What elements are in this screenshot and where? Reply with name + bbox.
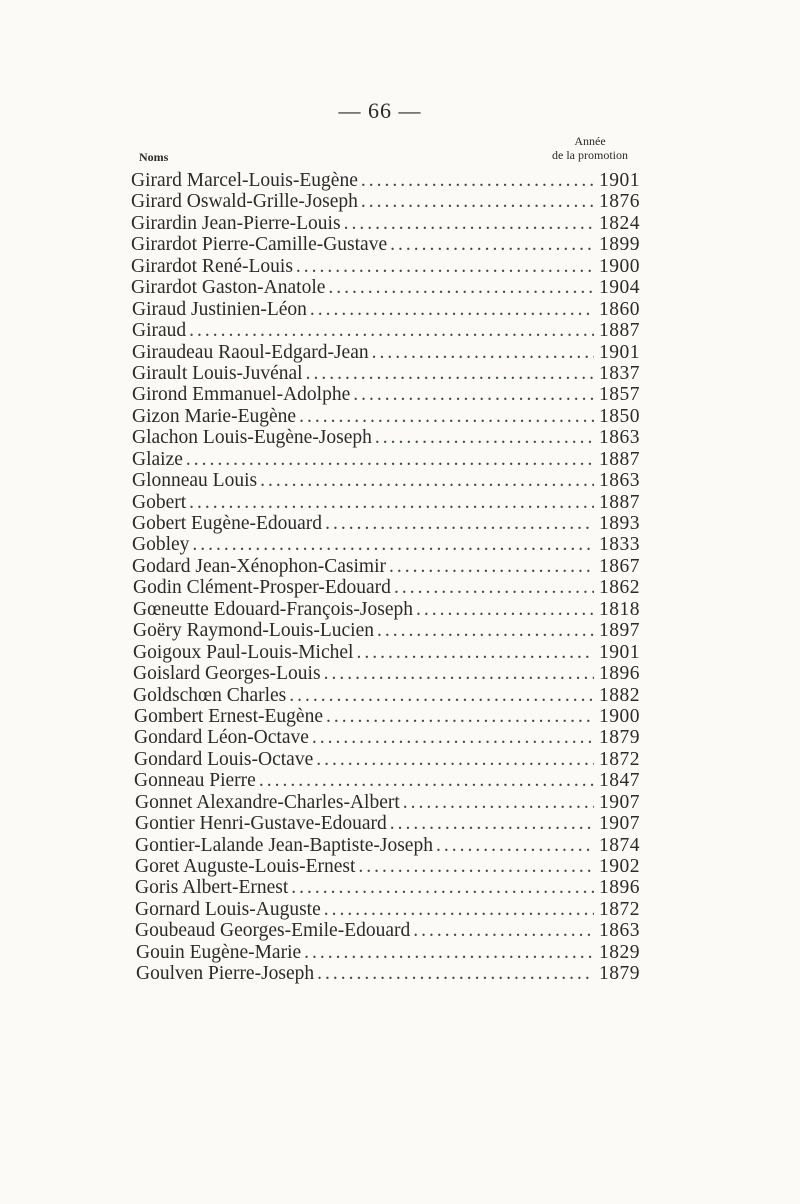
dot-leader xyxy=(299,406,594,427)
entry-year: 1901 xyxy=(599,341,640,363)
entry-year: 1837 xyxy=(599,362,640,384)
list-item xyxy=(132,556,653,577)
dot-leader xyxy=(389,556,594,577)
entry-name: Glaize xyxy=(132,448,183,470)
list-item xyxy=(132,384,653,405)
list-item xyxy=(133,642,653,663)
entry-name: Gœneutte Edouard-François-Joseph xyxy=(133,598,413,620)
entry-name: Goislard Georges-Louis xyxy=(133,663,321,685)
entry-year: 1876 xyxy=(599,191,640,213)
entry-year: 1867 xyxy=(599,555,640,577)
entry-year: 1900 xyxy=(599,705,640,727)
entry-year: 1879 xyxy=(599,727,640,749)
dot-leader xyxy=(361,191,594,212)
dot-leader xyxy=(289,685,594,706)
entry-year: 1860 xyxy=(599,298,640,320)
dot-leader xyxy=(312,727,594,748)
entry-year: 1847 xyxy=(599,770,640,792)
entry-year: 1887 xyxy=(599,491,640,513)
list-item xyxy=(132,492,653,513)
list-item xyxy=(131,170,653,191)
dot-leader xyxy=(317,963,594,984)
list-item xyxy=(135,920,653,941)
entry-name: Gontier Henri-Gustave-Edouard xyxy=(135,813,387,835)
entry-year: 1887 xyxy=(599,448,640,470)
column-header-year-line2: de la promotion xyxy=(552,148,628,162)
entry-name: Gondard Louis-Octave xyxy=(134,748,314,770)
list-item xyxy=(133,685,653,706)
entry-year: 1863 xyxy=(599,920,640,942)
dot-leader xyxy=(361,170,594,191)
dot-leader xyxy=(325,513,594,534)
dot-leader xyxy=(189,492,594,513)
dot-leader xyxy=(186,449,594,470)
list-item xyxy=(132,363,653,384)
entry-name: Girardot Gaston-Anatole xyxy=(131,277,326,299)
entry-name: Gombert Ernest-Eugène xyxy=(134,705,323,727)
entry-name: Girardot René-Louis xyxy=(131,255,293,277)
list-item xyxy=(131,256,653,277)
entry-list xyxy=(131,170,653,985)
entry-name: Goulven Pierre-Joseph xyxy=(136,963,315,985)
list-item xyxy=(132,470,653,491)
entry-name: Godard Jean-Xénophon-Casimir xyxy=(132,555,386,577)
list-item xyxy=(131,213,653,234)
list-item xyxy=(134,749,653,770)
list-item xyxy=(135,856,653,877)
list-item xyxy=(136,942,653,963)
list-item xyxy=(134,706,653,727)
list-item xyxy=(136,963,653,984)
list-item xyxy=(131,234,653,255)
dot-leader xyxy=(390,234,594,255)
dot-leader xyxy=(192,534,594,555)
list-item xyxy=(134,727,653,748)
dot-leader xyxy=(436,835,594,856)
entry-year: 1833 xyxy=(599,534,640,556)
dot-leader xyxy=(324,899,594,920)
dot-leader xyxy=(416,599,594,620)
list-item xyxy=(133,599,653,620)
entry-name: Gizon Marie-Eugène xyxy=(132,405,297,427)
entry-year: 1824 xyxy=(599,212,640,234)
list-item xyxy=(135,899,653,920)
dot-leader xyxy=(390,813,594,834)
list-item xyxy=(132,320,653,341)
list-item xyxy=(132,299,653,320)
entry-year: 1897 xyxy=(599,620,640,642)
list-item xyxy=(132,534,653,555)
list-item xyxy=(135,813,653,834)
dot-leader xyxy=(306,363,594,384)
column-header-names: Noms xyxy=(139,150,169,164)
entry-year: 1882 xyxy=(599,684,640,706)
dot-leader xyxy=(328,277,594,298)
entry-name: Girard Marcel-Louis-Eugène xyxy=(131,170,358,191)
dot-leader xyxy=(324,663,594,684)
entry-name: Giraud Justinien-Léon xyxy=(132,298,307,320)
entry-name: Gobert xyxy=(132,491,187,513)
entry-name: Goldschœn Charles xyxy=(133,684,287,706)
entry-name: Giraud xyxy=(132,320,187,342)
entry-year: 1863 xyxy=(599,470,640,492)
entry-year: 1907 xyxy=(599,813,640,835)
list-item xyxy=(135,877,653,898)
entry-year: 1907 xyxy=(599,791,640,813)
dot-leader xyxy=(372,342,594,363)
entry-year: 1887 xyxy=(599,320,640,342)
entry-year: 1829 xyxy=(599,941,640,963)
list-item xyxy=(132,513,653,534)
entry-year: 1850 xyxy=(599,405,640,427)
entry-name: Glonneau Louis xyxy=(132,470,258,492)
entry-name: Gobert Eugène-Edouard xyxy=(132,513,323,534)
entry-name: Girond Emmanuel-Adolphe xyxy=(132,384,351,406)
dot-leader xyxy=(403,792,594,813)
entry-name: Goubeaud Georges-Emile-Edouard xyxy=(135,920,411,942)
entry-year: 1872 xyxy=(599,898,640,920)
dot-leader xyxy=(358,856,594,877)
dot-leader xyxy=(344,213,594,234)
entry-name: Gobley xyxy=(132,534,190,556)
entry-year: 1872 xyxy=(599,748,640,770)
page-number: — 66 — xyxy=(338,98,422,123)
column-header-year-line1: Année xyxy=(574,134,606,148)
entry-name: Girardin Jean-Pierre-Louis xyxy=(131,212,341,234)
dot-leader xyxy=(413,920,594,941)
list-item xyxy=(135,792,653,813)
entry-name: Gonneau Pierre xyxy=(134,770,256,792)
dot-leader xyxy=(296,256,594,277)
list-item xyxy=(133,663,653,684)
entry-name: Gonnet Alexandre-Charles-Albert xyxy=(135,791,400,813)
dot-leader xyxy=(260,470,594,491)
dot-leader xyxy=(189,320,594,341)
entry-name: Girardot Pierre-Camille-Gustave xyxy=(131,234,388,256)
entry-year: 1857 xyxy=(599,384,640,406)
list-item xyxy=(132,449,653,470)
list-item xyxy=(132,406,653,427)
list-item xyxy=(133,577,653,598)
entry-year: 1901 xyxy=(599,641,640,663)
list-item xyxy=(132,427,653,448)
entry-name: Goret Auguste-Louis-Ernest xyxy=(135,856,356,877)
dot-leader xyxy=(326,706,594,727)
dot-leader xyxy=(375,427,594,448)
entry-name: Giraudeau Raoul-Edgard-Jean xyxy=(132,341,369,363)
entry-year: 1862 xyxy=(599,577,640,599)
dot-leader xyxy=(304,942,594,963)
list-item xyxy=(131,277,653,298)
dot-leader xyxy=(394,577,594,598)
entry-name: Goëry Raymond-Louis-Lucien xyxy=(133,620,374,642)
entry-year: 1896 xyxy=(599,663,640,685)
dot-leader xyxy=(356,642,594,663)
entry-name: Gornard Louis-Auguste xyxy=(135,898,321,920)
entry-year: 1902 xyxy=(599,856,640,877)
entry-year: 1818 xyxy=(599,598,640,620)
entry-year: 1896 xyxy=(599,877,640,899)
dot-leader xyxy=(316,749,594,770)
entry-name: Glachon Louis-Eugène-Joseph xyxy=(132,427,372,449)
entry-name: Godin Clément-Prosper-Edouard xyxy=(133,577,391,599)
entry-name: Goris Albert-Ernest xyxy=(135,877,289,899)
entry-year: 1879 xyxy=(599,963,640,985)
entry-name: Gondard Léon-Octave xyxy=(134,727,309,749)
column-header-year xyxy=(520,134,660,162)
list-item xyxy=(132,342,653,363)
entry-name: Girard Oswald-Grille-Joseph xyxy=(131,191,358,213)
list-item xyxy=(133,620,653,641)
entry-name: Gontier-Lalande Jean-Baptiste-Joseph xyxy=(135,834,433,856)
entry-name: Goigoux Paul-Louis-Michel xyxy=(133,641,354,663)
entry-year: 1874 xyxy=(599,834,640,856)
entry-year: 1900 xyxy=(599,255,640,277)
entry-year: 1904 xyxy=(599,277,640,299)
dot-leader xyxy=(377,620,594,641)
dot-leader xyxy=(353,384,594,405)
entry-year: 1899 xyxy=(599,234,640,256)
entry-year: 1901 xyxy=(599,170,640,191)
list-item xyxy=(131,191,653,212)
dot-leader xyxy=(310,299,594,320)
dot-leader xyxy=(291,877,594,898)
entry-name: Girault Louis-Juvénal xyxy=(132,362,303,384)
entry-year: 1863 xyxy=(599,427,640,449)
entry-year: 1893 xyxy=(599,513,640,534)
dot-leader xyxy=(259,770,594,791)
list-item xyxy=(135,835,653,856)
entry-name: Gouin Eugène-Marie xyxy=(136,941,302,963)
list-item xyxy=(134,770,653,791)
